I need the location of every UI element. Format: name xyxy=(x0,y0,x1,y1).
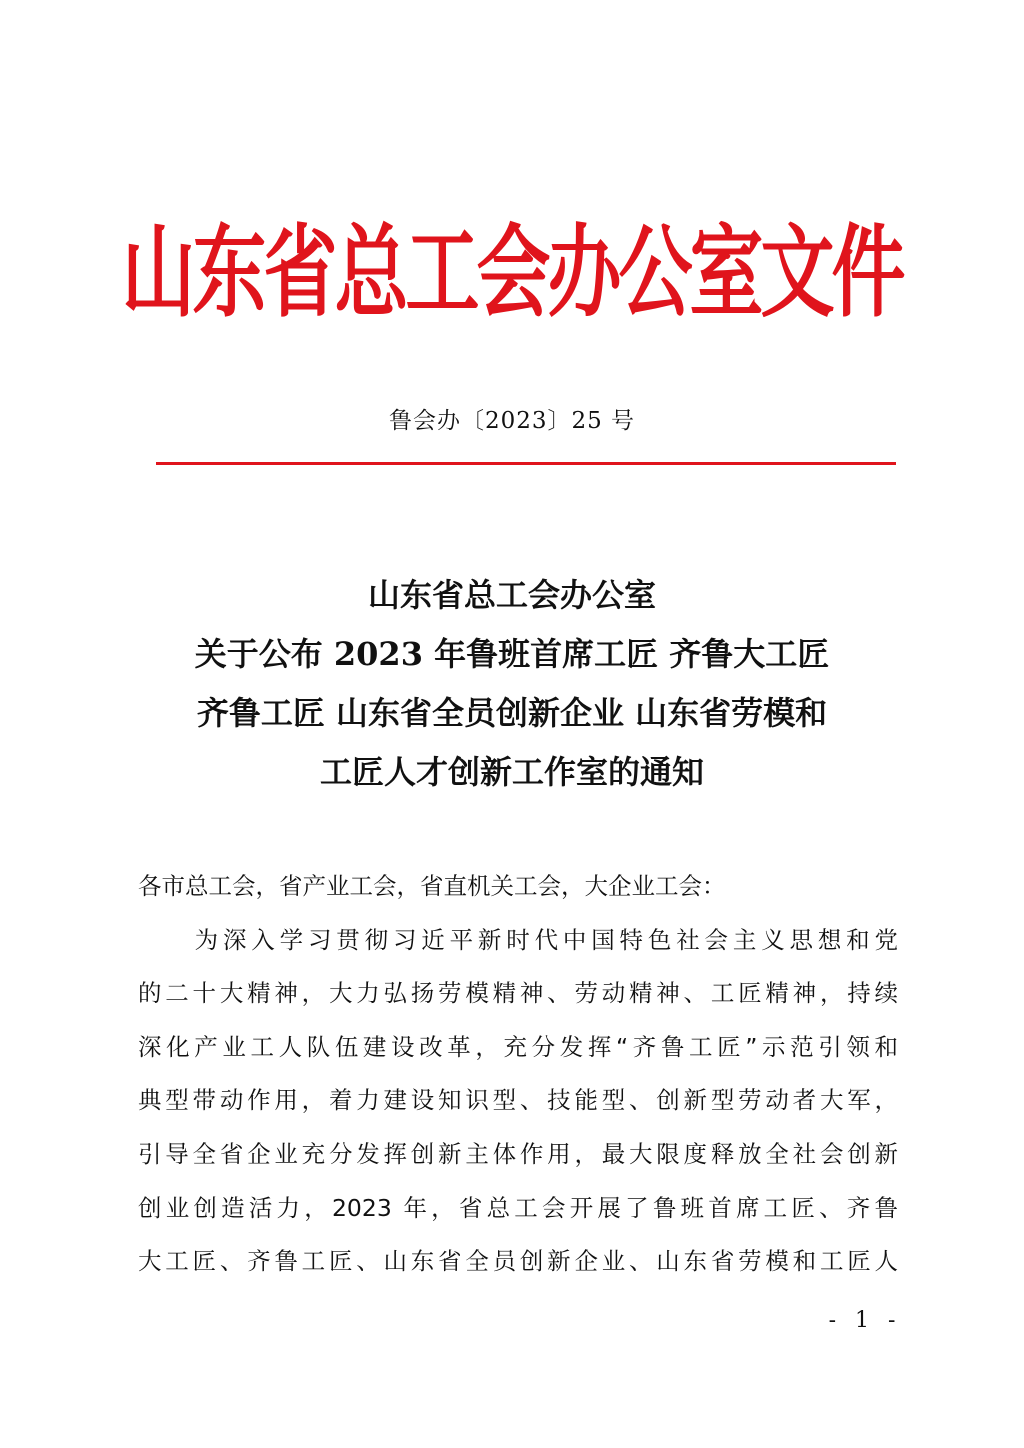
page-number: - 1 - xyxy=(828,1308,902,1333)
paragraph-line: 为深入学习贯彻习近平新时代中国特色社会主义思想和党 xyxy=(138,925,898,954)
paragraph-line: 深化产业工人队伍建设改革，充分发挥“齐鲁工匠”示范引领和 xyxy=(138,1032,898,1061)
notice-title-line: 山东省总工会办公室 xyxy=(367,576,656,614)
notice-title-line: 齐鲁工匠 山东省全员创新企业 山东省劳模和 xyxy=(196,694,828,732)
paragraph-line: 典型带动作用，着力建设知识型、技能型、创新型劳动者大军， xyxy=(138,1086,898,1115)
document-header-title: 山东省总工会办公室文件 xyxy=(121,214,903,332)
notice-title-line: 关于公布 2023 年鲁班首席工匠 齐鲁大工匠 xyxy=(194,635,830,673)
notice-title-line: 工匠人才创新工作室的通知 xyxy=(319,753,704,791)
document-body xyxy=(138,860,898,1289)
paragraph-line: 的二十大精神，大力弘扬劳模精神、劳动精神、工匠精神，持续 xyxy=(138,979,898,1008)
paragraph-line: 创业创造活力，2023 年，省总工会开展了鲁班首席工匠、齐鲁 xyxy=(138,1193,898,1222)
addressee-line: 各市总工会，省产业工会，省直机关工会，大企业工会： xyxy=(138,872,726,900)
red-divider-line xyxy=(156,462,896,465)
notice-title xyxy=(100,566,924,802)
paragraph-line: 大工匠、齐鲁工匠、山东省全员创新企业、山东省劳模和工匠人 xyxy=(138,1247,898,1276)
document-number: 鲁会办〔2023〕25 号 xyxy=(388,408,636,434)
paragraph-line: 引导全省企业充分发挥创新主体作用，最大限度释放全社会创新 xyxy=(138,1139,898,1168)
